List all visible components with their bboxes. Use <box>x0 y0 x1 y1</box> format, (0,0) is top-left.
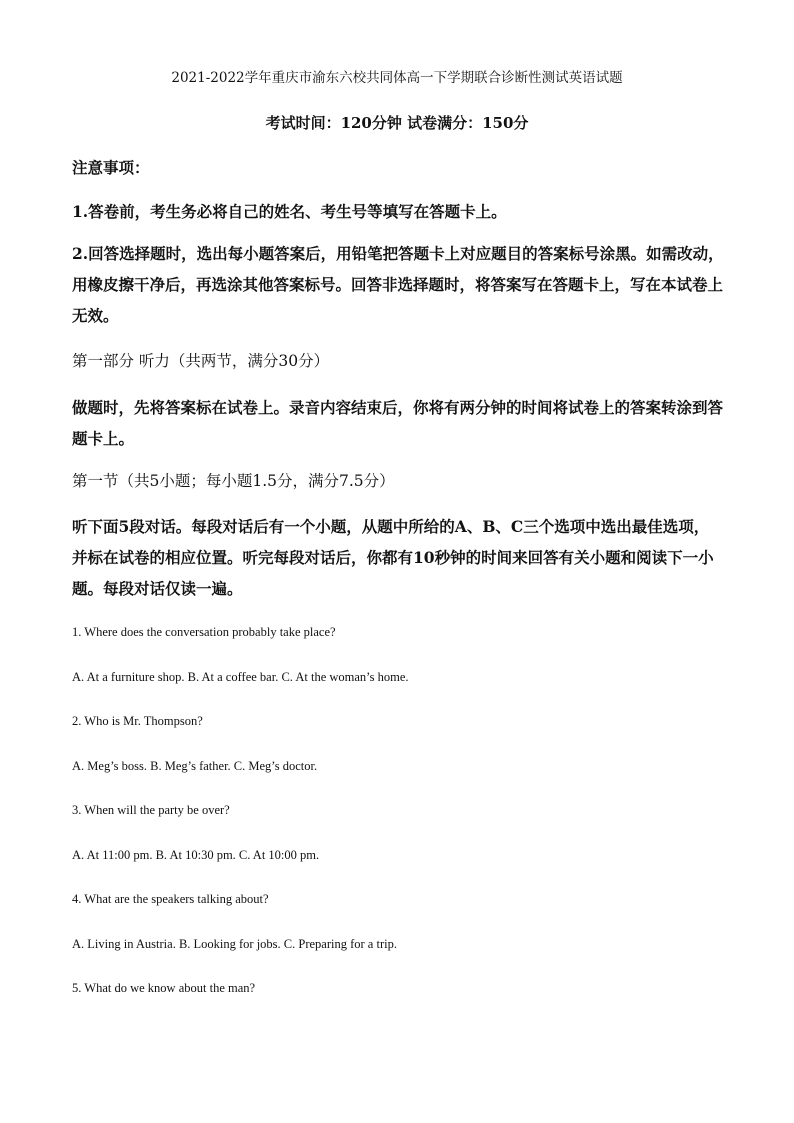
question-1: 1. Where does the conversation probably take place? <box>72 625 336 639</box>
notice-heading: 注意事项： <box>72 158 150 177</box>
question-2: 2. Who is Mr. Thompson? <box>72 714 203 728</box>
section1-heading: 第一节（共5小题；每小题1.5分，满分7.5分） <box>72 472 395 490</box>
section1-instruction: 听下面5段对话。每段对话后有一个小题，从题中所给的A、B、C三个选项中选出最佳选项，并标在试卷的相应位置。听完每段对话后，你都有10秒钟的时间来回答有关小题和阅读下一小题。每段对话仅读一遍。 <box>72 517 714 598</box>
question-3: 3. When will the party be over? <box>72 803 230 817</box>
question-1-options: A. At a furniture shop. B. At a coffee bar. C. At the woman’s home. <box>72 670 409 684</box>
exam-title: 2021-2022学年重庆市渝东六校共同体高一下学期联合诊断性测试英语试题 <box>171 70 623 86</box>
question-3-options: A. At 11:00 pm. B. At 10:30 pm. C. At 10:00 pm. <box>72 848 320 862</box>
notice-item-2: 2.回答选择题时，选出每小题答案后，用铅笔把答题卡上对应题目的答案标号涂黑。如需改动，用橡皮擦干净后，再选涂其他答案标号。回答非选择题时，将答案写在答题卡上，写在本试卷上无效。 <box>72 244 724 325</box>
question-4-options: A. Living in Austria. B. Looking for jobs. C. Preparing for a trip. <box>72 937 397 951</box>
notice-item-1: 1.答卷前，考生务必将自己的姓名、考生号等填写在答题卡上。 <box>72 202 507 221</box>
exam-time-and-score: 考试时间：120分钟 试卷满分：150分 <box>265 114 529 132</box>
question-5: 5. What do we know about the man? <box>72 981 256 995</box>
question-2-options: A. Meg’s boss. B. Meg’s father. C. Meg’s doctor. <box>72 759 318 773</box>
part1-heading: 第一部分 听力（共两节，满分30分） <box>72 352 330 370</box>
question-4: 4. What are the speakers talking about? <box>72 892 269 906</box>
part1-instruction: 做题时，先将答案标在试卷上。录音内容结束后，你将有两分钟的时间将试卷上的答案转涂到答题卡上。 <box>72 398 724 448</box>
